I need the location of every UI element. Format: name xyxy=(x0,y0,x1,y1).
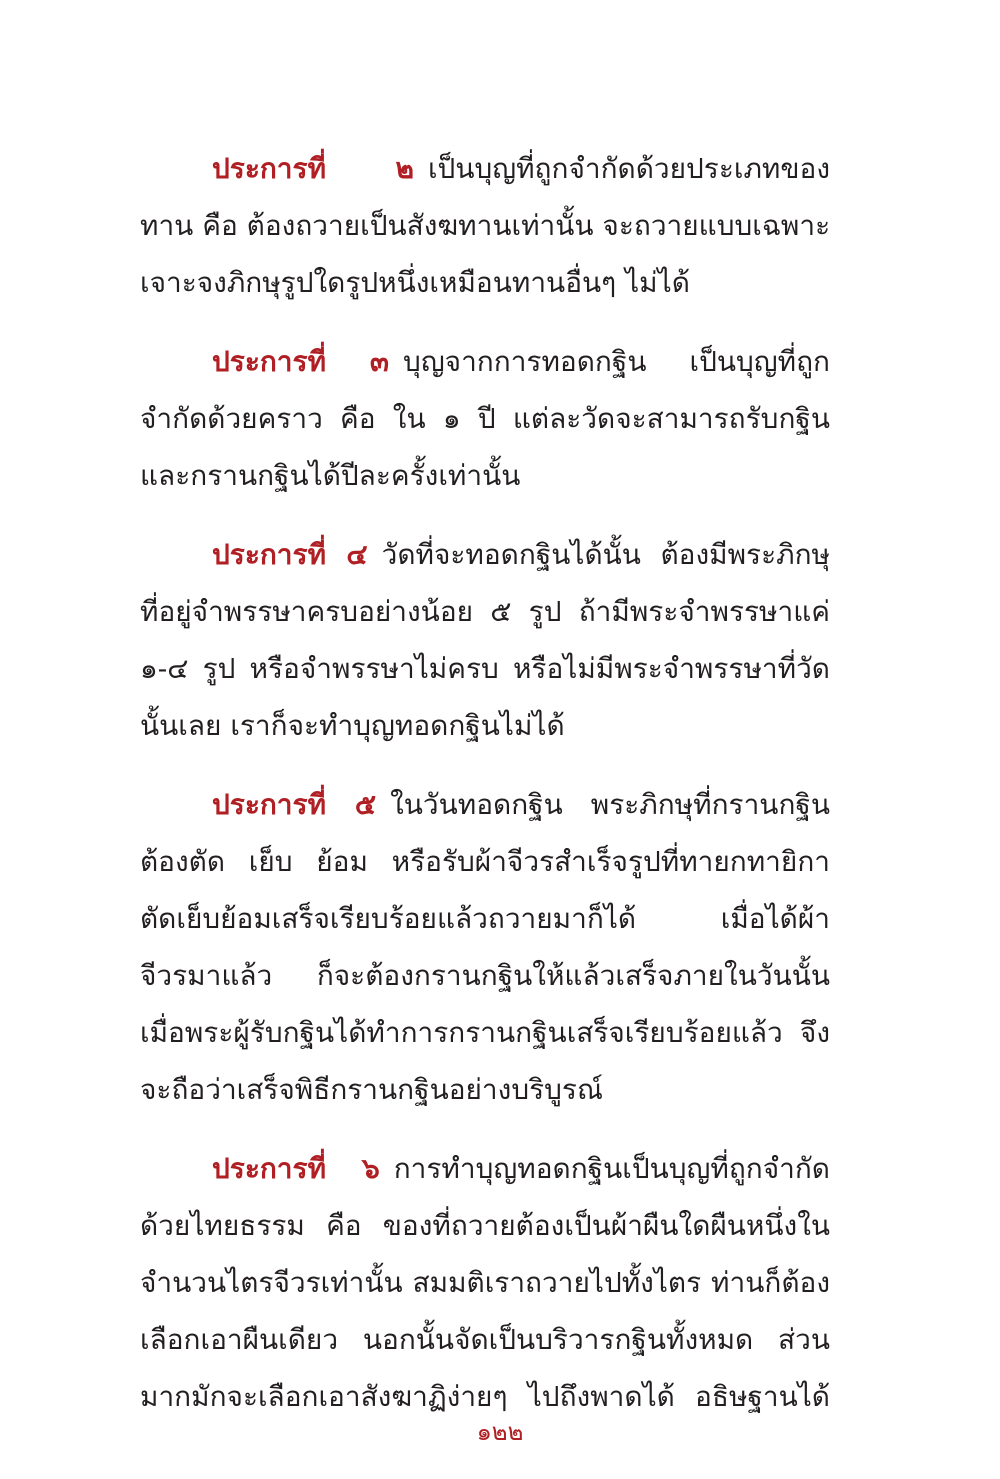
text-line: จำนวนไตรจีวรเท่านั้น สมมติเราถวายไปทั้งไตร ท่านก็ต้อง xyxy=(140,1266,830,1299)
paragraph-heading: ประการที่ ๖ xyxy=(212,1152,380,1185)
paragraph-heading: ประการที่ ๒ xyxy=(212,152,414,185)
text-line: จะถือว่าเสร็จพิธีกรานกฐินอย่างบริบูรณ์ xyxy=(140,1073,603,1106)
text-line: เจาะจงภิกษุรูปใดรูปหนึ่งเหมือนทานอื่นๆ ไม่ได้ xyxy=(140,266,690,299)
document-body xyxy=(140,140,830,1447)
paragraph-3 xyxy=(140,333,830,504)
text-line: นั้นเลย เราก็จะทำบุญทอดกฐินไม่ได้ xyxy=(140,709,565,742)
text-line: มากมักจะเลือกเอาสังฆาฏิง่ายๆ ไปถึงพาดได้ อธิษฐานได้ xyxy=(140,1380,830,1413)
paragraph-heading: ประการที่ ๓ xyxy=(212,345,390,378)
paragraph-5 xyxy=(140,776,830,1118)
text-line: ประการที่ ๕ ในวันทอดกฐิน พระภิกษุที่กรานกฐิน xyxy=(212,788,830,821)
text-line: เลือกเอาผืนเดียว นอกนั้นจัดเป็นบริวารกฐินทั้งหมด ส่วน xyxy=(140,1323,830,1356)
text-line: ต้องตัด เย็บ ย้อม หรือรับผ้าจีวรสำเร็จรูปที่ทายกทายิกา xyxy=(140,845,830,878)
text-line: ที่อยู่จำพรรษาครบอย่างน้อย ๕ รูป ถ้ามีพระจำพรรษาแค่ xyxy=(140,595,830,628)
page-number: ๑๒๒ xyxy=(476,1418,524,1446)
paragraph-heading: ประการที่ ๔ xyxy=(212,538,368,571)
paragraph-2 xyxy=(140,140,830,311)
paragraph-heading: ประการที่ ๕ xyxy=(212,788,377,821)
text-line: ตัดเย็บย้อมเสร็จเรียบร้อยแล้วถวายมาก็ได้ เมื่อได้ผ้า xyxy=(140,902,830,935)
text-line: ประการที่ ๔ วัดที่จะทอดกฐินได้นั้น ต้องมีพระภิกษุ xyxy=(212,538,830,571)
text-line: ๑-๔ รูป หรือจำพรรษาไม่ครบ หรือไม่มีพระจำพรรษาที่วัด xyxy=(140,652,830,685)
text-line: ประการที่ ๖ การทำบุญทอดกฐินเป็นบุญที่ถูกจำกัด xyxy=(212,1152,830,1185)
text-line: ประการที่ ๓ บุญจากการทอดกฐิน เป็นบุญที่ถูก xyxy=(212,345,830,378)
text-line: จำกัดด้วยคราว คือ ใน ๑ ปี แต่ละวัดจะสามารถรับกฐิน xyxy=(140,402,830,435)
text-line: ประการที่ ๒ เป็นบุญที่ถูกจำกัดด้วยประเภทของ xyxy=(212,152,830,185)
text-line: และกรานกฐินได้ปีละครั้งเท่านั้น xyxy=(140,459,521,492)
text-line: เมื่อพระผู้รับกฐินได้ทำการกรานกฐินเสร็จเรียบร้อยแล้ว จึง xyxy=(140,1016,830,1049)
text-line: จีวรมาแล้ว ก็จะต้องกรานกฐินให้แล้วเสร็จภายในวันนั้น xyxy=(140,959,830,992)
text-line: ทาน คือ ต้องถวายเป็นสังฆทานเท่านั้น จะถวายแบบเฉพาะ xyxy=(140,209,830,242)
paragraph-6 xyxy=(140,1140,830,1425)
paragraph-4 xyxy=(140,526,830,754)
text-line: ด้วยไทยธรรม คือ ของที่ถวายต้องเป็นผ้าผืนใดผืนหนึ่งใน xyxy=(140,1209,830,1242)
